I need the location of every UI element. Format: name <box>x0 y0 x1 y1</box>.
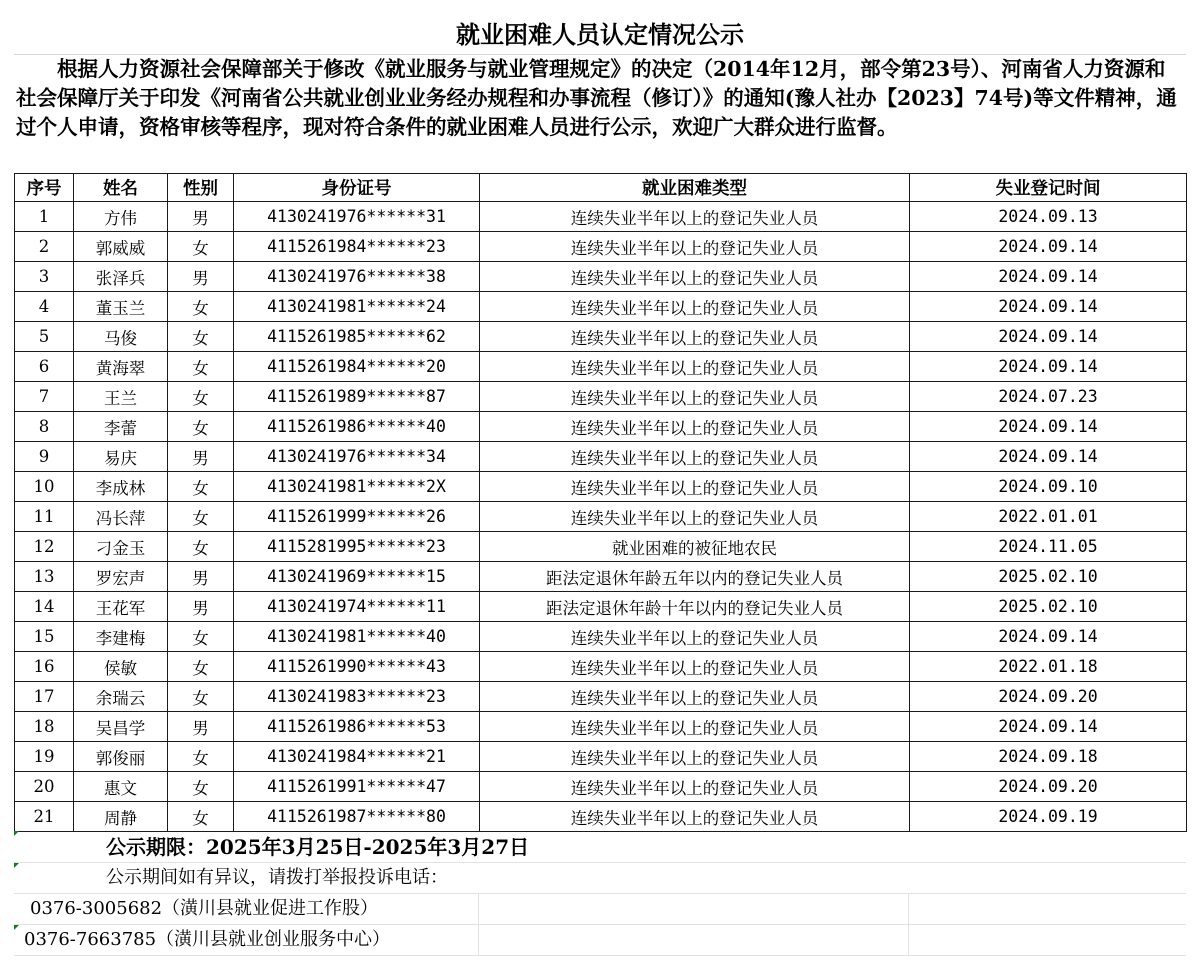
cell-index: 12 <box>15 532 74 562</box>
cell-registration-date: 2024.09.20 <box>910 772 1187 802</box>
header-index: 序号 <box>15 174 74 202</box>
cell-id-number: 4115261991******47 <box>234 772 480 802</box>
cell-name: 郭威威 <box>74 232 168 262</box>
cell-gender: 女 <box>168 802 234 832</box>
cell-name: 李建梅 <box>74 622 168 652</box>
cell-gender: 男 <box>168 442 234 472</box>
cell-id-number: 4130241983******23 <box>234 682 480 712</box>
cell-gender: 女 <box>168 412 234 442</box>
phone-row-1 <box>14 894 1186 925</box>
objection-notice: 公示期间如有异议，请拨打举报投诉电话： <box>106 867 448 888</box>
cell-id-number: 4130241976******34 <box>234 442 480 472</box>
cell-name: 马俊 <box>74 322 168 352</box>
cell-difficulty-type: 就业困难的被征地农民 <box>480 532 910 562</box>
table-row <box>15 622 1187 652</box>
gridline <box>908 925 909 955</box>
table-row <box>15 712 1187 742</box>
cell-registration-date: 2024.09.19 <box>910 802 1187 832</box>
table-row <box>15 472 1187 502</box>
cell-index: 3 <box>15 262 74 292</box>
cell-name: 吴昌学 <box>74 712 168 742</box>
cell-registration-date: 2025.02.10 <box>910 562 1187 592</box>
cell-difficulty-type: 连续失业半年以上的登记失业人员 <box>480 652 910 682</box>
cell-registration-date: 2024.09.10 <box>910 472 1187 502</box>
header-id-number: 身份证号 <box>234 174 480 202</box>
cell-id-number: 4130241984******21 <box>234 742 480 772</box>
cell-registration-date: 2025.02.10 <box>910 592 1187 622</box>
cell-gender: 女 <box>168 532 234 562</box>
cell-name: 惠文 <box>74 772 168 802</box>
table-row <box>15 802 1187 832</box>
cell-gender: 女 <box>168 742 234 772</box>
cell-index: 11 <box>15 502 74 532</box>
phone-row-2 <box>14 925 1186 956</box>
intro-paragraph: 根据人力资源社会保障部关于修改《就业服务与就业管理规定》的决定（2014年12月，部令第23号）、河南省人力资源和社会保障厅关于印发《河南省公共就业创业业务经办规程和办事流程（修订）》的通知(豫人社办【2023】74号)等文件精神，通过个人申请，资格审核等程序，现对符合条件的就业困难人员进行公示，欢迎广大群众进行监督。 <box>16 57 1177 139</box>
cell-gender: 女 <box>168 472 234 502</box>
cell-difficulty-type: 连续失业半年以上的登记失业人员 <box>480 292 910 322</box>
cell-id-number: 4115261990******43 <box>234 652 480 682</box>
cell-registration-date: 2024.09.14 <box>910 262 1187 292</box>
cell-difficulty-type: 距法定退休年龄十年以内的登记失业人员 <box>480 592 910 622</box>
cell-index: 17 <box>15 682 74 712</box>
header-difficulty-type: 就业困难类型 <box>480 174 910 202</box>
cell-registration-date: 2024.11.05 <box>910 532 1187 562</box>
period-row <box>14 832 1186 863</box>
cell-name: 张泽兵 <box>74 262 168 292</box>
cell-difficulty-type: 连续失业半年以上的登记失业人员 <box>480 382 910 412</box>
cell-id-number: 4115261984******23 <box>234 232 480 262</box>
table-header-row <box>15 174 1187 202</box>
table-row <box>15 382 1187 412</box>
hotline-2: 0376-7663785（潢川县就业创业服务中心） <box>24 929 391 950</box>
cell-registration-date: 2024.09.14 <box>910 322 1187 352</box>
table-row <box>15 202 1187 232</box>
cell-difficulty-type: 连续失业半年以上的登记失业人员 <box>480 232 910 262</box>
cell-gender: 男 <box>168 262 234 292</box>
cell-registration-date: 2024.09.14 <box>910 232 1187 262</box>
cell-difficulty-type: 连续失业半年以上的登记失业人员 <box>480 472 910 502</box>
cell-difficulty-type: 连续失业半年以上的登记失业人员 <box>480 202 910 232</box>
cell-index: 4 <box>15 292 74 322</box>
cell-difficulty-type: 连续失业半年以上的登记失业人员 <box>480 622 910 652</box>
hotline-1: 0376-3005682（潢川县就业促进工作股） <box>30 898 379 919</box>
page-title: 就业困难人员认定情况公示 <box>14 14 1186 55</box>
announcement-sheet <box>14 14 1186 954</box>
cell-gender: 男 <box>168 712 234 742</box>
gridline <box>478 894 479 924</box>
table-row <box>15 772 1187 802</box>
cell-id-number: 4115261987******80 <box>234 802 480 832</box>
cell-id-number: 4115261984******20 <box>234 352 480 382</box>
cell-difficulty-type: 连续失业半年以上的登记失业人员 <box>480 322 910 352</box>
cell-difficulty-type: 连续失业半年以上的登记失业人员 <box>480 352 910 382</box>
cell-index: 6 <box>15 352 74 382</box>
cell-name: 易庆 <box>74 442 168 472</box>
table-row <box>15 562 1187 592</box>
cell-difficulty-type: 连续失业半年以上的登记失业人员 <box>480 742 910 772</box>
cell-gender: 男 <box>168 592 234 622</box>
table-row <box>15 292 1187 322</box>
cell-registration-date: 2024.09.14 <box>910 622 1187 652</box>
cell-gender: 女 <box>168 352 234 382</box>
cell-name: 王兰 <box>74 382 168 412</box>
cell-marker-icon <box>14 831 19 836</box>
table-row <box>15 262 1187 292</box>
cell-gender: 女 <box>168 292 234 322</box>
cell-index: 21 <box>15 802 74 832</box>
cell-name: 冯长萍 <box>74 502 168 532</box>
cell-registration-date: 2022.01.18 <box>910 652 1187 682</box>
personnel-table <box>14 173 1187 832</box>
cell-difficulty-type: 连续失业半年以上的登记失业人员 <box>480 412 910 442</box>
cell-index: 9 <box>15 442 74 472</box>
cell-id-number: 4115261985******62 <box>234 322 480 352</box>
cell-index: 1 <box>15 202 74 232</box>
table-row <box>15 592 1187 622</box>
cell-id-number: 4115261986******53 <box>234 712 480 742</box>
cell-gender: 女 <box>168 382 234 412</box>
cell-id-number: 4130241969******15 <box>234 562 480 592</box>
cell-name: 方伟 <box>74 202 168 232</box>
cell-registration-date: 2022.01.01 <box>910 502 1187 532</box>
cell-registration-date: 2024.09.14 <box>910 292 1187 322</box>
header-gender: 性别 <box>168 174 234 202</box>
cell-marker-icon <box>14 925 19 930</box>
cell-id-number: 4130241981******24 <box>234 292 480 322</box>
cell-registration-date: 2024.09.13 <box>910 202 1187 232</box>
cell-difficulty-type: 连续失业半年以上的登记失业人员 <box>480 712 910 742</box>
cell-registration-date: 2024.09.14 <box>910 412 1187 442</box>
cell-index: 7 <box>15 382 74 412</box>
table-row <box>15 232 1187 262</box>
cell-name: 周静 <box>74 802 168 832</box>
cell-name: 余瑞云 <box>74 682 168 712</box>
cell-difficulty-type: 连续失业半年以上的登记失业人员 <box>480 802 910 832</box>
table-row <box>15 742 1187 772</box>
cell-name: 黄海翠 <box>74 352 168 382</box>
cell-difficulty-type: 连续失业半年以上的登记失业人员 <box>480 682 910 712</box>
cell-index: 8 <box>15 412 74 442</box>
cell-gender: 女 <box>168 772 234 802</box>
cell-gender: 男 <box>168 202 234 232</box>
cell-registration-date: 2024.09.14 <box>910 442 1187 472</box>
cell-id-number: 4115261999******26 <box>234 502 480 532</box>
table-row <box>15 442 1187 472</box>
cell-gender: 女 <box>168 622 234 652</box>
cell-marker-icon <box>14 863 19 868</box>
cell-id-number: 4130241976******31 <box>234 202 480 232</box>
cell-name: 董玉兰 <box>74 292 168 322</box>
table-body <box>15 202 1187 832</box>
cell-index: 20 <box>15 772 74 802</box>
cell-registration-date: 2024.09.20 <box>910 682 1187 712</box>
cell-name: 李成林 <box>74 472 168 502</box>
table-row <box>15 682 1187 712</box>
cell-id-number: 4115281995******23 <box>234 532 480 562</box>
gridline <box>478 925 479 955</box>
cell-index: 15 <box>15 622 74 652</box>
cell-gender: 女 <box>168 232 234 262</box>
cell-id-number: 4115261986******40 <box>234 412 480 442</box>
cell-id-number: 4115261989******87 <box>234 382 480 412</box>
cell-difficulty-type: 连续失业半年以上的登记失业人员 <box>480 442 910 472</box>
table-row <box>15 412 1187 442</box>
cell-gender: 女 <box>168 652 234 682</box>
cell-gender: 女 <box>168 682 234 712</box>
cell-name: 侯敏 <box>74 652 168 682</box>
cell-difficulty-type: 距法定退休年龄五年以内的登记失业人员 <box>480 562 910 592</box>
notice-row <box>14 863 1186 894</box>
cell-index: 10 <box>15 472 74 502</box>
cell-name: 郭俊丽 <box>74 742 168 772</box>
cell-id-number: 4130241981******40 <box>234 622 480 652</box>
cell-registration-date: 2024.09.14 <box>910 352 1187 382</box>
header-name: 姓名 <box>74 174 168 202</box>
cell-name: 罗宏声 <box>74 562 168 592</box>
cell-id-number: 4130241974******11 <box>234 592 480 622</box>
cell-registration-date: 2024.09.18 <box>910 742 1187 772</box>
cell-difficulty-type: 连续失业半年以上的登记失业人员 <box>480 502 910 532</box>
table-row <box>15 652 1187 682</box>
cell-index: 13 <box>15 562 74 592</box>
cell-registration-date: 2024.07.23 <box>910 382 1187 412</box>
cell-index: 2 <box>15 232 74 262</box>
cell-gender: 男 <box>168 562 234 592</box>
cell-id-number: 4130241981******2X <box>234 472 480 502</box>
cell-name: 刁金玉 <box>74 532 168 562</box>
header-registration-date: 失业登记时间 <box>910 174 1187 202</box>
cell-difficulty-type: 连续失业半年以上的登记失业人员 <box>480 262 910 292</box>
table-row <box>15 502 1187 532</box>
table-row <box>15 322 1187 352</box>
cell-index: 19 <box>15 742 74 772</box>
cell-id-number: 4130241976******38 <box>234 262 480 292</box>
cell-difficulty-type: 连续失业半年以上的登记失业人员 <box>480 772 910 802</box>
announcement-period: 公示期限：2025年3月25日-2025年3月27日 <box>106 835 530 859</box>
table-row <box>15 532 1187 562</box>
cell-registration-date: 2024.09.14 <box>910 712 1187 742</box>
cell-name: 王花军 <box>74 592 168 622</box>
cell-gender: 女 <box>168 322 234 352</box>
cell-name: 李蕾 <box>74 412 168 442</box>
cell-index: 5 <box>15 322 74 352</box>
table-row <box>15 352 1187 382</box>
gridline <box>908 894 909 924</box>
cell-gender: 女 <box>168 502 234 532</box>
cell-index: 18 <box>15 712 74 742</box>
cell-index: 16 <box>15 652 74 682</box>
cell-index: 14 <box>15 592 74 622</box>
